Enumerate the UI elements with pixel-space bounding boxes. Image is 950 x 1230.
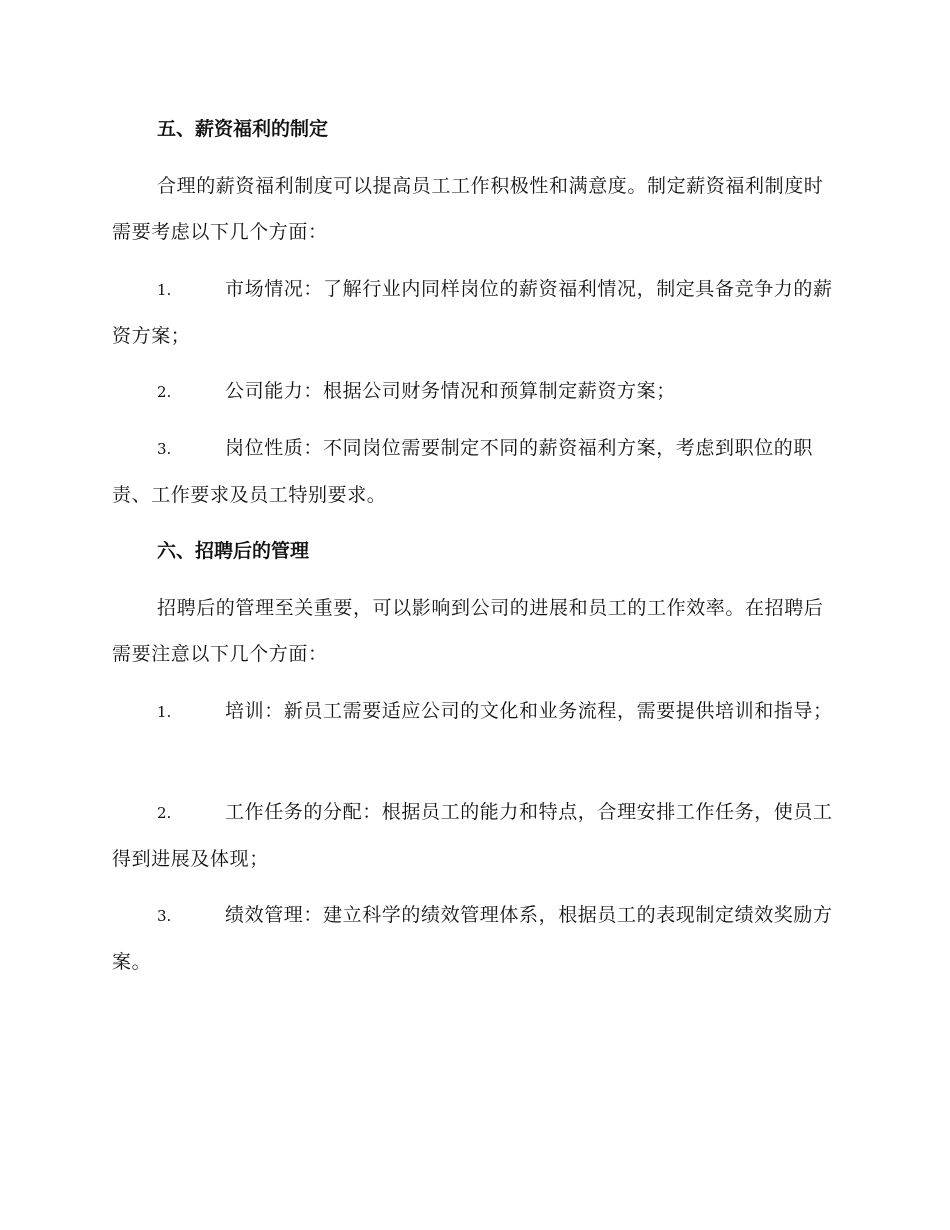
list-item-text: 培训：新员工需要适应公司的文化和业务流程，需要提供培训和指导； xyxy=(225,700,833,722)
list-item-text: 公司能力：根据公司财务情况和预算制定薪资方案； xyxy=(225,380,676,402)
section-heading: 五、薪资福利的制定 xyxy=(157,118,329,140)
list-item xyxy=(112,688,836,735)
list-item xyxy=(112,266,836,359)
section-intro: 合理的薪资福利制度可以提高员工工作积极性和满意度。制定薪资福利制度时需要考虑以下几个方面： xyxy=(112,175,824,243)
list-item-text: 市场情况：了解行业内同样岗位的薪资福利情况，制定具备竞争力的薪资方案； xyxy=(112,278,833,347)
list-item-number: 3. xyxy=(157,907,172,925)
list-item-text: 绩效管理：建立科学的绩效管理体系，根据员工的表现制定绩效奖励方案。 xyxy=(112,904,833,973)
list-item xyxy=(112,789,836,882)
list-item-number: 2. xyxy=(157,804,172,822)
list-item xyxy=(112,368,836,415)
list-item xyxy=(112,425,836,518)
list-item-text: 工作任务的分配：根据员工的能力和特点，合理安排工作任务，使员工得到进展及体现； xyxy=(112,801,833,870)
list-item-number: 1. xyxy=(157,281,172,299)
list-item-number: 1. xyxy=(157,703,172,721)
list-item xyxy=(112,892,836,985)
list-item-number: 3. xyxy=(157,440,172,458)
list-item-number: 2. xyxy=(157,383,172,401)
section-intro: 招聘后的管理至关重要，可以影响到公司的进展和员工的工作效率。在招聘后需要注意以下几个方面： xyxy=(112,597,824,665)
list-item-text: 岗位性质：不同岗位需要制定不同的薪资福利方案，考虑到职位的职责、工作要求及员工特别要求。 xyxy=(112,437,814,506)
section-heading: 六、招聘后的管理 xyxy=(157,540,310,562)
